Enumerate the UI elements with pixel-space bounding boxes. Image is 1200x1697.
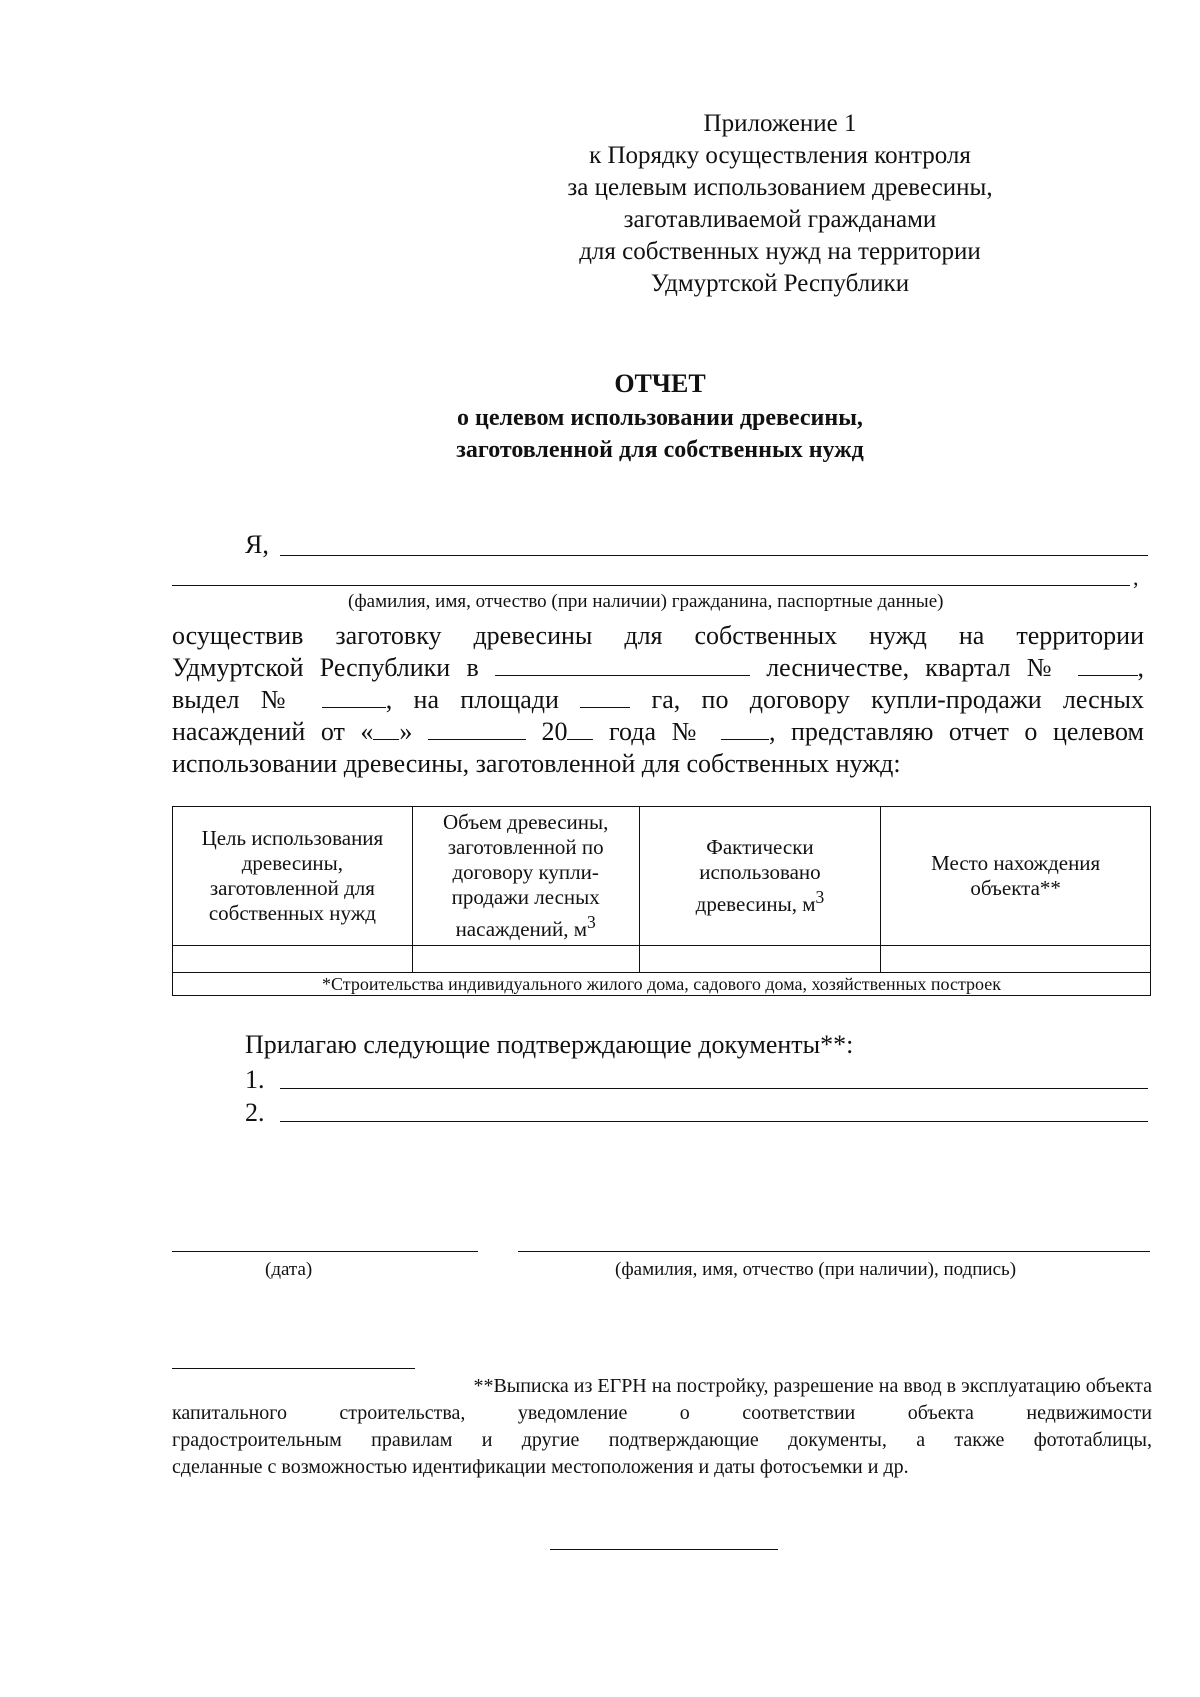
header-text: собственных нужд bbox=[208, 901, 376, 925]
table-header-row bbox=[173, 807, 1151, 946]
appendix-line: за целевым использованием древесины, bbox=[567, 174, 993, 201]
table-row bbox=[173, 946, 1151, 973]
appendix-header bbox=[560, 108, 1000, 300]
body-paragraph bbox=[172, 620, 1144, 780]
signature-field-line[interactable] bbox=[518, 1251, 1150, 1252]
contract-number-field[interactable] bbox=[721, 719, 769, 740]
report-title bbox=[300, 368, 1020, 466]
date-field-line[interactable] bbox=[172, 1251, 478, 1252]
footnote-line: сделанные с возможностью идентификации местоположения и даты фотосъемки и др. bbox=[172, 1456, 909, 1478]
title-line: заготовленной для собственных нужд bbox=[456, 437, 864, 463]
footnote-line: капитального строительства, уведомление о соответствии объекта недвижимости bbox=[172, 1402, 1152, 1424]
header-text: заготовленной для bbox=[209, 876, 375, 900]
header-text bbox=[887, 876, 1144, 901]
table-cell-volume[interactable] bbox=[412, 946, 639, 973]
footnote bbox=[172, 1373, 1152, 1481]
contract-month-field[interactable] bbox=[428, 719, 526, 740]
superscript-3: 3 bbox=[815, 887, 825, 907]
attach-item-1-field[interactable] bbox=[280, 1088, 1148, 1089]
header-text: Объем древесины, bbox=[443, 810, 609, 834]
appendix-line: Удмуртской Республики bbox=[650, 270, 910, 297]
report-table bbox=[172, 806, 1151, 996]
appendix-line: заготавливаемой гражданами bbox=[623, 206, 937, 233]
title-line: о целевом использовании древесины, bbox=[457, 405, 863, 431]
attach-heading: Прилагаю следующие подтверждающие документы**: bbox=[245, 1030, 854, 1059]
contract-year-field[interactable] bbox=[567, 719, 593, 740]
superscript-3: 3 bbox=[587, 912, 596, 932]
paragraph-text: года № bbox=[609, 717, 706, 746]
header-purpose bbox=[173, 807, 413, 946]
appendix-line: Приложение 1 bbox=[703, 110, 857, 137]
table-cell-purpose[interactable] bbox=[173, 946, 413, 973]
paragraph-text: насаждений от « bbox=[172, 717, 374, 746]
date-caption: (дата) bbox=[265, 1259, 313, 1280]
quarter-number-field[interactable] bbox=[1078, 655, 1138, 676]
title-main: ОТЧЕТ bbox=[614, 369, 706, 398]
header-text: заготовленной по bbox=[447, 835, 604, 859]
signature-caption: (фамилия, имя, отчество (при наличии), подпись) bbox=[615, 1259, 1017, 1280]
table-cell-used[interactable] bbox=[639, 946, 881, 973]
header-text-part: объекта* bbox=[970, 876, 1051, 900]
table-note-row bbox=[173, 973, 1151, 996]
area-field[interactable] bbox=[580, 687, 630, 708]
appendix-line: для собственных нужд на территории bbox=[579, 238, 981, 265]
paragraph-line bbox=[172, 652, 1144, 684]
attach-item-2-field[interactable] bbox=[280, 1121, 1148, 1122]
paragraph-text: га, по договору купли-продажи лесных bbox=[651, 685, 1145, 714]
header-text: продажи лесных bbox=[451, 885, 600, 909]
footnote-star: * bbox=[1050, 876, 1061, 900]
header-text: Фактически bbox=[706, 835, 814, 859]
header-text: Цель использования bbox=[201, 826, 384, 850]
paragraph-text: , на площади bbox=[385, 685, 559, 714]
paragraph-text: , bbox=[1137, 653, 1144, 682]
footnote-line: **Выписка из ЕГРН на постройку, разрешение на ввод в эксплуатацию объекта bbox=[473, 1375, 1152, 1397]
header-volume bbox=[412, 807, 639, 946]
header-text: Место нахождения bbox=[931, 851, 1101, 875]
paragraph-text: Удмуртской Республики в bbox=[172, 653, 479, 682]
paragraph-line bbox=[172, 716, 1144, 748]
header-text-part: насаждений, м bbox=[455, 917, 588, 941]
header-text: использовано bbox=[699, 860, 821, 884]
paragraph-line: использовании древесины, заготовленной для собственных нужд: bbox=[172, 749, 901, 778]
header-location bbox=[881, 807, 1151, 946]
comma: , bbox=[1133, 565, 1139, 590]
paragraph-text: лесничестве, квартал № bbox=[766, 653, 1062, 682]
header-text: договору купли- bbox=[452, 860, 599, 884]
paragraph-line bbox=[172, 684, 1144, 716]
name-caption: (фамилия, имя, отчество (при наличии) гражданина, паспортные данные) bbox=[348, 591, 944, 612]
name-field-line-2[interactable] bbox=[172, 585, 1130, 586]
paragraph-text: выдел № bbox=[172, 685, 301, 714]
header-text-part: древесины, м bbox=[695, 892, 816, 916]
paragraph-line: осуществив заготовку древесины для собственных нужд на территории bbox=[172, 621, 1144, 650]
header-text: древесины, bbox=[241, 851, 344, 875]
section-number-field[interactable] bbox=[322, 687, 386, 708]
table-note: *Строительства индивидуального жилого дома, садового дома, хозяйственных построек bbox=[173, 973, 1151, 996]
header-used bbox=[639, 807, 881, 946]
name-field-line-1[interactable] bbox=[280, 555, 1148, 556]
attach-item-2-label: 2. bbox=[245, 1098, 265, 1127]
table-cell-location[interactable] bbox=[881, 946, 1151, 973]
header-text bbox=[419, 910, 633, 942]
bottom-separator bbox=[550, 1549, 778, 1550]
appendix-line: к Порядку осуществления контроля bbox=[589, 142, 971, 169]
paragraph-text: » bbox=[399, 717, 413, 746]
footnote-separator bbox=[172, 1368, 415, 1369]
forestry-field[interactable] bbox=[495, 655, 750, 676]
attach-item-1-label: 1. bbox=[245, 1065, 265, 1094]
contract-day-field[interactable] bbox=[373, 719, 399, 740]
header-text bbox=[646, 885, 875, 917]
i-label: Я, bbox=[245, 530, 269, 559]
paragraph-text: , представляю отчет о целевом bbox=[768, 717, 1144, 746]
paragraph-text: 20 bbox=[541, 717, 568, 746]
footnote-line: градостроительным правилам и другие подтверждающие документы, а также фототаблицы, bbox=[172, 1429, 1152, 1451]
